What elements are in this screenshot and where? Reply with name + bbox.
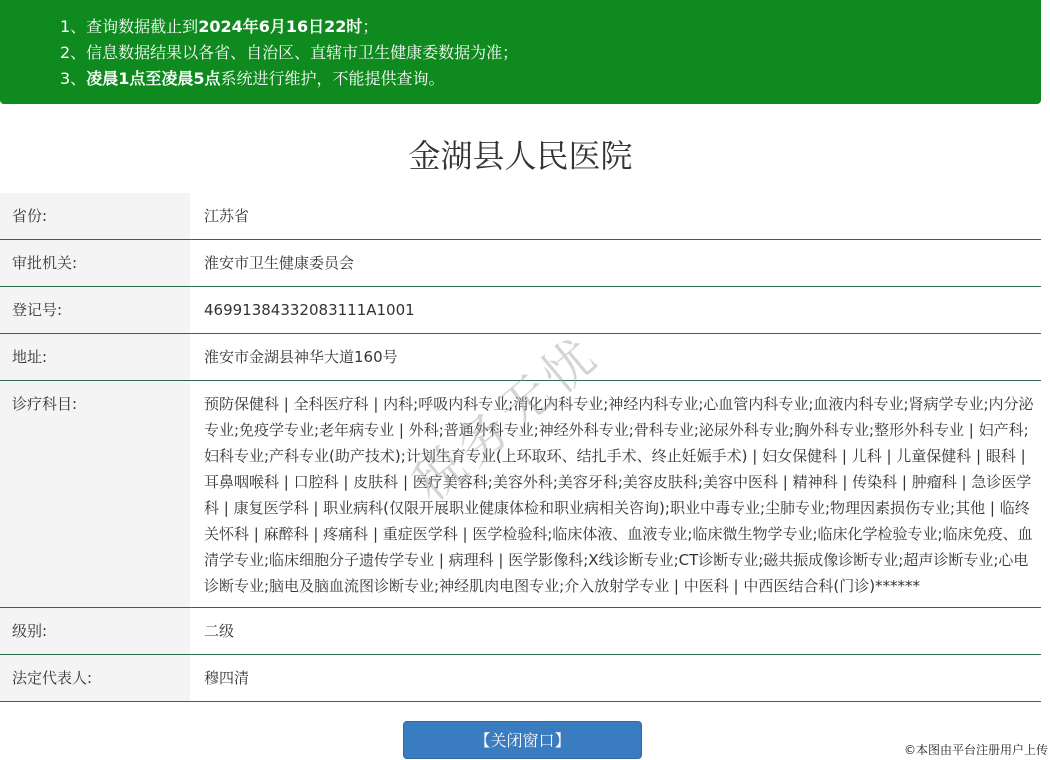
notice-line-2: 2、信息数据结果以各省、自治区、直辖市卫生健康委数据为准；: [60, 43, 519, 62]
row-authority: [0, 240, 1041, 287]
row-legal-rep: [0, 655, 1041, 702]
departments-label: 诊疗科目:: [0, 381, 190, 607]
authority-label: 审批机关:: [0, 240, 190, 286]
legal-rep-value: 穆四清: [204, 669, 250, 687]
province-value: 江苏省: [204, 207, 250, 225]
reg-no-label: 登记号:: [0, 287, 190, 333]
legal-rep-label: 法定代表人:: [0, 655, 190, 701]
row-level: [0, 608, 1041, 655]
row-departments: [0, 381, 1041, 608]
page-title: 金湖县人民医院: [408, 137, 633, 175]
notice-line-3-time: 凌晨1点至凌晨5点: [86, 69, 221, 88]
address-value: 淮安市金湖县神华大道160号: [204, 348, 398, 366]
province-label: 省份:: [0, 193, 190, 239]
close-window-button[interactable]: 【关闭窗口】: [403, 721, 642, 759]
upload-credit: ©本图由平台注册用户上传: [903, 743, 1048, 757]
departments-value: 预防保健科 | 全科医疗科 | 内科;呼吸内科专业;消化内科专业;神经内科专业;心血管内科专业;血液内科专业;肾病学专业;内分泌专业;免疫学专业;老年病专业 | 外科;普通外科专业;神经外科专业;骨科专业;泌尿外科专业;胸外科专业;整形外科专业 | 妇产科;妇科专业;产科专业(助产技术);计划生育专业(上环取环、结扎手术、终止妊娠手术) | 妇女保健科 | 儿科 | 儿童保健科 | 眼科 | 耳鼻咽喉科 | 口腔科 | 皮肤科 | 医疗美容科;美容外科;美容牙科;美容皮肤科;美容中医科 | 精神科 | 传染科 | 肿瘤科 | 急诊医学科 | 康复医学科 | 职业病科(仅限开展职业健康体检和职业病相关咨询);职业中毒专业;尘肺专业;物理因素损伤专业;其他 | 临终关怀科 | 麻醉科 | 疼痛科 | 重症医学科 | 医学检验科;临床体液、血液专业;临床微生物学专业;临床化学检验专业;临床免疫、血清学专业;临床细胞分子遗传学专业 | 病理科 | 医学影像科;X线诊断专业;CT诊断专业;磁共振成像诊断专业;超声诊断专业;心电诊断专业;脑电及脑血流图诊断专业;神经肌肉电图专业;介入放射学专业 | 中医科 | 中西医结合科(门诊)******: [204, 395, 1034, 595]
reg-no-value: 46991384332083111A1001: [204, 301, 415, 319]
notice-line-3: [60, 66, 1041, 92]
notice-line-1-end: ；: [362, 17, 379, 36]
address-label: 地址:: [0, 334, 190, 380]
notice-banner: [0, 0, 1041, 104]
authority-value: 淮安市卫生健康委员会: [204, 254, 355, 272]
level-label: 级别:: [0, 608, 190, 654]
notice-line-1-date: 2024年6月16日22时: [198, 17, 363, 36]
watermark: 税务无忧: [402, 324, 611, 513]
notice-line-3-text: 3、: [60, 69, 87, 88]
level-value: 二级: [204, 622, 235, 640]
info-table: [0, 193, 1041, 702]
row-reg-no: [0, 287, 1041, 334]
notice-line-1: [60, 14, 1041, 40]
row-address: [0, 334, 1041, 381]
row-province: [0, 193, 1041, 240]
notice-line-3-end: 系统进行维护，不能提供查询。: [220, 69, 445, 88]
notice-line-1-text: 1、查询数据截止到: [60, 17, 199, 36]
